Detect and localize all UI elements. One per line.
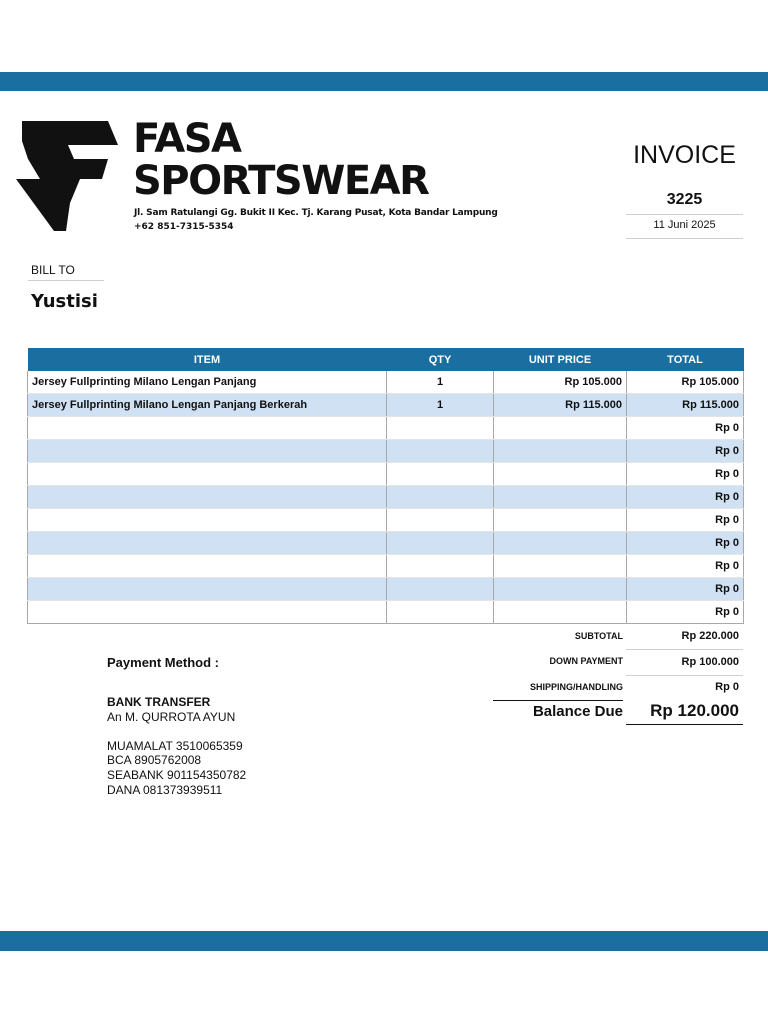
cell-item [28, 486, 387, 509]
table-row [28, 417, 744, 440]
cell-unit-price [494, 417, 627, 440]
shipping-value: Rp 0 [715, 681, 739, 693]
payment-method-title: Payment Method : [107, 655, 219, 670]
divider [28, 280, 104, 281]
fasa-f-logo-icon [16, 121, 120, 231]
cell-unit-price: Rp 115.000 [494, 394, 627, 417]
company-phone: +62 851-7315-5354 [134, 222, 234, 232]
company-address: Jl. Sam Ratulangi Gg. Bukit II Kec. Tj. Karang Pusat, Kota Bandar Lampung [134, 208, 498, 218]
invoice-number: 3225 [666, 191, 703, 208]
cell-item [28, 463, 387, 486]
cell-unit-price [494, 578, 627, 601]
table-row [28, 532, 744, 555]
cell-total: Rp 0 [627, 601, 744, 624]
divider [493, 700, 623, 701]
subtotal-label: SUBTOTAL [574, 631, 623, 641]
cell-unit-price [494, 440, 627, 463]
cell-total: Rp 0 [627, 463, 744, 486]
cell-total: Rp 0 [627, 440, 744, 463]
cell-unit-price [494, 555, 627, 578]
cell-qty [387, 601, 494, 624]
payment-method-name: BANK TRANSFER [107, 695, 211, 709]
account-seabank: SEABANK 901154350782 [107, 768, 247, 782]
header-unit-price: UNIT PRICE [494, 348, 627, 371]
bill-to-name: Yustisi [31, 291, 98, 312]
divider [626, 238, 743, 239]
table-header-row [28, 348, 744, 371]
table-row [28, 509, 744, 532]
divider [626, 649, 743, 650]
invoice-title: INVOICE [633, 141, 736, 169]
cell-unit-price [494, 509, 627, 532]
cell-qty: 1 [387, 394, 494, 417]
cell-item [28, 532, 387, 555]
table-row [28, 486, 744, 509]
table-row [28, 463, 744, 486]
cell-unit-price [494, 463, 627, 486]
table-row [28, 555, 744, 578]
shipping-label: SHIPPING/HANDLING [529, 682, 623, 692]
cell-unit-price [494, 532, 627, 555]
down-payment-label: DOWN PAYMENT [549, 656, 623, 666]
cell-item [28, 555, 387, 578]
divider [626, 214, 743, 215]
cell-total: Rp 115.000 [627, 394, 744, 417]
table-row [28, 601, 744, 624]
balance-due-label: Balance Due [532, 703, 623, 720]
cell-total: Rp 0 [627, 417, 744, 440]
cell-unit-price: Rp 105.000 [494, 371, 627, 394]
cell-qty [387, 578, 494, 601]
down-payment-value: Rp 100.000 [681, 656, 739, 668]
cell-qty [387, 417, 494, 440]
account-dana: DANA 081373939511 [107, 783, 223, 797]
cell-qty [387, 440, 494, 463]
table-row [28, 440, 744, 463]
cell-item: Jersey Fullprinting Milano Lengan Panjang Berkerah [28, 394, 387, 417]
cell-item: Jersey Fullprinting Milano Lengan Panjang [28, 371, 387, 394]
footer-accent-bar [0, 931, 768, 951]
items-table [27, 348, 744, 624]
table-row [28, 578, 744, 601]
divider [626, 724, 743, 725]
cell-qty [387, 555, 494, 578]
company-name: FASA SPORTSWEAR [133, 116, 429, 204]
cell-unit-price [494, 486, 627, 509]
balance-due-value: Rp 120.000 [650, 701, 739, 720]
cell-item [28, 509, 387, 532]
invoice-date: 11 Juni 2025 [653, 219, 716, 231]
subtotal-value: Rp 220.000 [681, 630, 739, 642]
table-row [28, 371, 744, 394]
cell-qty [387, 486, 494, 509]
cell-total: Rp 0 [627, 555, 744, 578]
account-muamalat: MUAMALAT 3510065359 [107, 739, 243, 753]
header-item: ITEM [28, 348, 387, 371]
cell-total: Rp 105.000 [627, 371, 744, 394]
cell-total: Rp 0 [627, 509, 744, 532]
cell-item [28, 440, 387, 463]
cell-total: Rp 0 [627, 578, 744, 601]
cell-unit-price [494, 601, 627, 624]
header-total: TOTAL [627, 348, 744, 371]
header-qty: QTY [387, 348, 494, 371]
cell-total: Rp 0 [627, 532, 744, 555]
cell-item [28, 578, 387, 601]
table-row [28, 394, 744, 417]
cell-total: Rp 0 [627, 486, 744, 509]
cell-item [28, 601, 387, 624]
cell-qty [387, 532, 494, 555]
header-accent-bar [0, 72, 768, 91]
bill-to-label: BILL TO [31, 263, 75, 277]
cell-qty [387, 463, 494, 486]
cell-item [28, 417, 387, 440]
cell-qty: 1 [387, 371, 494, 394]
divider [626, 675, 743, 676]
account-holder: An M. QURROTA AYUN [107, 710, 236, 724]
cell-qty [387, 509, 494, 532]
account-bca: BCA 8905762008 [107, 753, 202, 767]
